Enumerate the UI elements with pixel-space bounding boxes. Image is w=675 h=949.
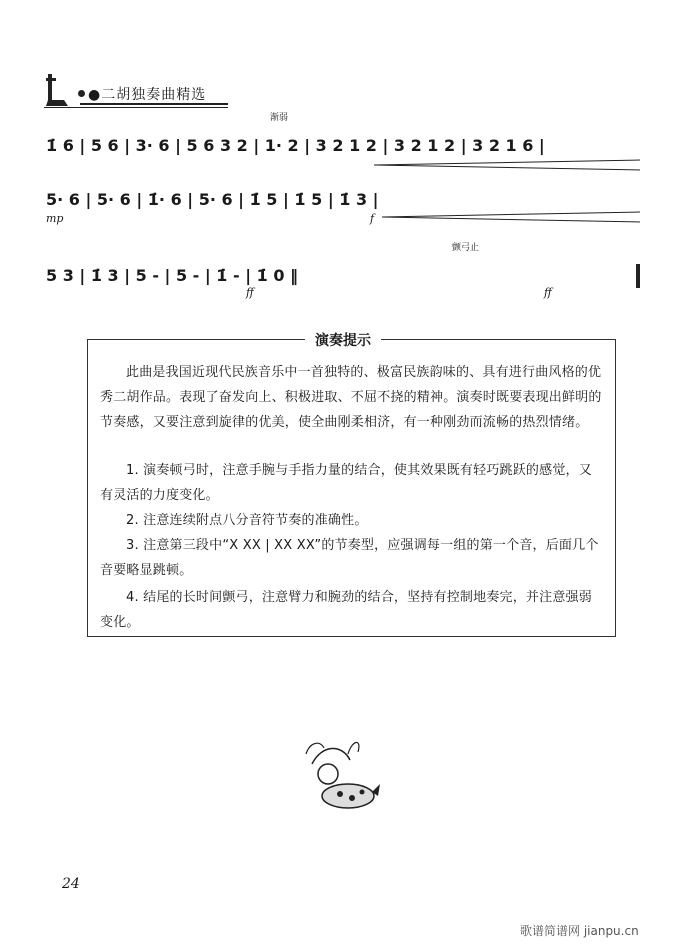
- tips-intro: 此曲是我国近现代民族音乐中一首独特的、极富民族韵味的、具有进行曲风格的优秀二胡作品。表现了奋发向上、积极进取、不屈不挠的精神。演奏时既要表现出鲜明的节奏感，又要注意到旋律的优美，使全曲刚柔相济，有一种刚劲而流畅的热烈情绪。: [100, 365, 602, 430]
- tips-item-2: 2. 注意连续附点八分音符节奏的准确性。: [126, 513, 368, 528]
- hairpin-1: [374, 158, 640, 172]
- site-watermark: 歌谱简谱网 jianpu.cn: [520, 924, 639, 938]
- erhu-icon: [42, 70, 72, 110]
- score-row-2: 5· 6 | 5· 6 | 1̇· 6 | 5· 6 | 1̇ 5 | 1̇ 5 | 1̇ 3 |: [46, 190, 379, 209]
- tips-title: 演奏提示: [305, 330, 381, 350]
- dynamic-mp: mp: [46, 212, 64, 225]
- header-rule-thin: [44, 107, 228, 108]
- score-row-1: 1̇ 6 | 5 6 | 3· 6 | 5 6 3 2 | 1· 2 | 3 2 1 2 | 3 2 1 2 | 3 2 1 6 |: [46, 136, 545, 155]
- dynamic-ff-2: ff: [544, 286, 552, 299]
- bird-ornament-icon: [292, 734, 382, 816]
- score-row-3: 5 3 | 1̇ 3 | 5 - | 5 - | 1̇ - | 1̇ 0 ‖: [46, 266, 299, 285]
- tips-item-4: 4. 结尾的长时间颤弓，注意臂力和腕劲的结合，坚持有控制地奏完，并注意强弱变化。: [100, 590, 592, 630]
- marking-diminuendo: 渐弱: [270, 113, 289, 123]
- tips-item-1: 1. 演奏顿弓时，注意手腕与手指力量的结合，使其效果既有轻巧跳跃的感觉，又有灵活的力度变化。: [100, 463, 592, 503]
- hairpin-2: [382, 210, 640, 224]
- series-title: ●二胡独奏曲精选: [88, 87, 207, 103]
- page-number: 24: [62, 876, 80, 892]
- dynamic-ff-1: ff: [246, 286, 254, 299]
- dynamic-f: f: [370, 212, 375, 225]
- header-dot: [78, 90, 85, 97]
- final-barline: [636, 264, 640, 288]
- header-rule: [80, 103, 228, 105]
- marking-bow-stop: 颤弓止: [452, 243, 480, 253]
- tips-item-3: 3. 注意第三段中“X XX | XX XX”的节奏型，应强调每一组的第一个音，后面几个音要略显跳顿。: [100, 538, 599, 578]
